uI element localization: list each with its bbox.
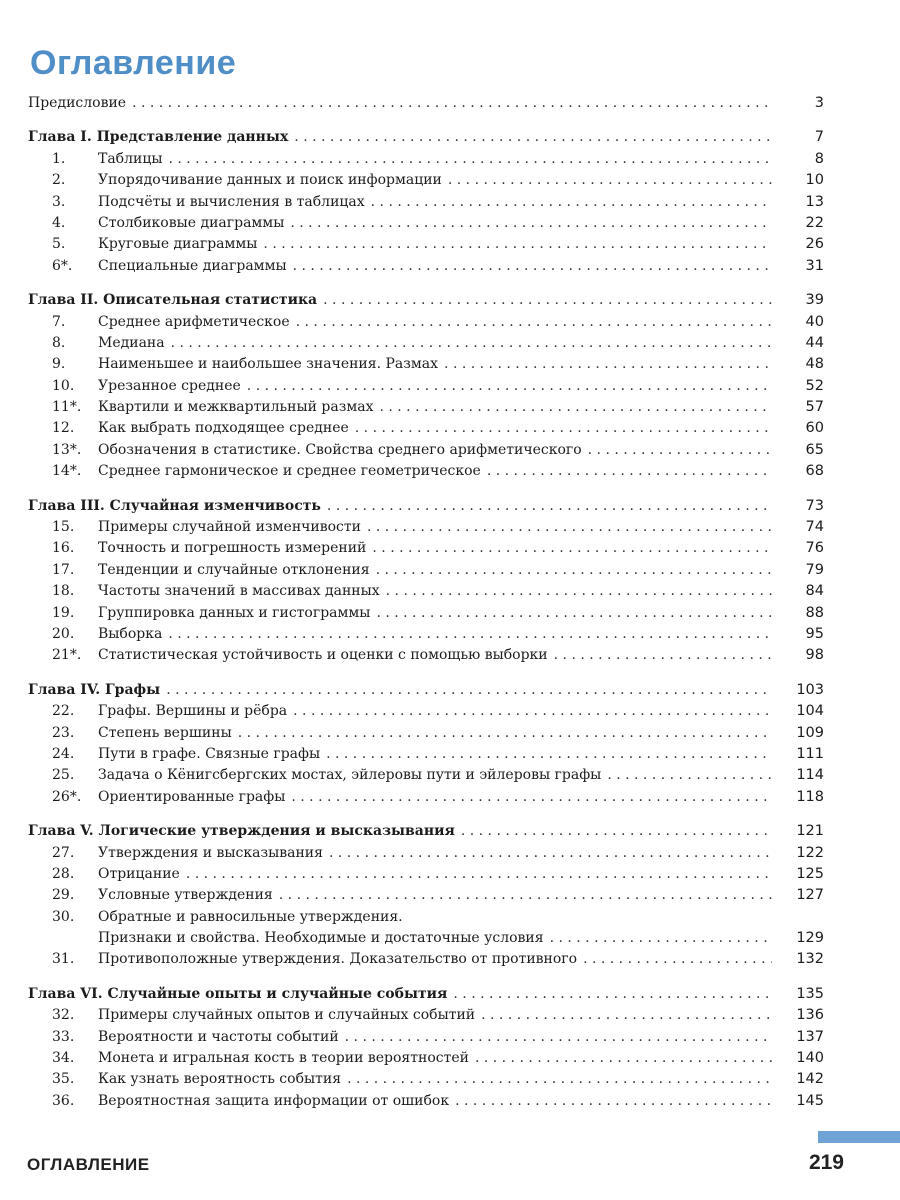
page-number: 137 (796, 1028, 824, 1045)
section-number: 31. (52, 951, 75, 968)
toc-section[interactable] (28, 354, 824, 375)
section-title: Наименьшее и наибольшее значения. Размах (98, 356, 439, 373)
section-number: 24. (52, 745, 75, 762)
section-number: 17. (52, 561, 75, 578)
section-title: Выборка (98, 625, 163, 642)
page-number: 48 (805, 356, 824, 373)
section-title: Обратные и равносильные утверждения. (98, 908, 403, 925)
section-title: Пути в графе. Связные графы (98, 745, 321, 762)
chapter-title: Глава VI. Случайные опыты и случайные события (28, 985, 448, 1002)
toc-section[interactable] (28, 538, 824, 559)
toc-section[interactable] (28, 1005, 824, 1026)
section-number: 25. (52, 767, 75, 784)
page-number: 65 (805, 441, 824, 458)
section-number: 10. (52, 377, 75, 394)
toc-chapter[interactable] (28, 984, 824, 1005)
page-number: 60 (805, 420, 824, 437)
leader-dots (293, 701, 772, 722)
page-number: 135 (796, 985, 824, 1002)
toc-section[interactable] (28, 885, 824, 906)
page-number: 122 (796, 844, 824, 861)
section-title: Урезанное среднее (98, 377, 241, 394)
leader-dots (554, 645, 772, 666)
leader-dots (329, 843, 772, 864)
page-number: 132 (796, 951, 824, 968)
leader-dots (379, 397, 772, 418)
toc-section[interactable] (28, 843, 824, 864)
toc-section[interactable] (28, 723, 824, 744)
section-number: 18. (52, 583, 75, 600)
toc-chapter[interactable] (28, 127, 824, 148)
page-number: 84 (805, 583, 824, 600)
section-title: Признаки и свойства. Необходимые и достаточные условия (98, 930, 544, 947)
section-number: 21*. (52, 647, 82, 664)
section-title: Тенденции и случайные отклонения (98, 561, 370, 578)
toc-preface[interactable] (28, 93, 824, 114)
section-title: Столбиковые диаграммы (98, 214, 285, 231)
toc-section[interactable] (28, 603, 824, 624)
leader-dots (588, 440, 772, 461)
leader-dots (444, 354, 772, 375)
section-number: 4. (52, 214, 66, 231)
toc-section[interactable] (28, 624, 824, 645)
page-number: 111 (796, 745, 824, 762)
page-number: 109 (796, 724, 824, 741)
page-number: 68 (805, 463, 824, 480)
leader-dots (294, 127, 772, 148)
section-title: Среднее гармоническое и среднее геометрическое (98, 463, 481, 480)
page-number: 127 (796, 887, 824, 904)
page-number: 136 (796, 1007, 824, 1024)
leader-dots (475, 1048, 772, 1069)
page-number: 76 (805, 540, 824, 557)
leader-dots (386, 581, 772, 602)
leader-dots (455, 1091, 772, 1112)
chapter-title: Глава V. Логические утверждения и высказывания (28, 823, 455, 840)
page-number: 142 (796, 1071, 824, 1088)
section-number: 26*. (52, 788, 82, 805)
toc-section[interactable] (28, 333, 824, 354)
toc-section[interactable] (28, 149, 824, 170)
leader-dots (290, 213, 772, 234)
page-number: 129 (796, 930, 824, 947)
page-number: 121 (796, 823, 824, 840)
section-number: 34. (52, 1050, 75, 1067)
section-title: Обозначения в статистике. Свойства среднего арифметического (98, 441, 582, 458)
toc-section[interactable] (28, 192, 824, 213)
section-title: Степень вершины (98, 724, 232, 741)
leader-dots (132, 93, 772, 114)
section-title: Графы. Вершины и рёбра (98, 703, 288, 720)
section-title: Группировка данных и гистограммы (98, 604, 371, 621)
section-number: 13*. (52, 441, 82, 458)
toc-section[interactable] (28, 1048, 824, 1069)
page-number: 13 (805, 193, 824, 210)
section-number: 23. (52, 724, 75, 741)
section-number: 32. (52, 1007, 75, 1024)
chapter-spacer (28, 114, 824, 127)
section-number: 2. (52, 172, 66, 189)
leader-dots (461, 821, 772, 842)
page-number: 125 (796, 865, 824, 882)
toc-section[interactable] (28, 170, 824, 191)
leader-dots (263, 234, 772, 255)
section-number: 35. (52, 1071, 75, 1088)
chapter-title: Глава II. Описательная статистика (28, 292, 318, 309)
section-title: Как узнать вероятность события (98, 1071, 342, 1088)
toc-section[interactable] (28, 376, 824, 397)
toc-section[interactable] (28, 256, 824, 277)
leader-dots (481, 1005, 772, 1026)
page-number: 39 (805, 292, 824, 309)
section-title: Примеры случайных опытов и случайных событий (98, 1007, 476, 1024)
footer-page-number: 219 (808, 1151, 844, 1174)
chapter-list (28, 114, 824, 1112)
toc-section[interactable] (28, 461, 824, 482)
section-title: Медиана (98, 334, 165, 351)
section-number: 15. (52, 519, 75, 536)
leader-dots (279, 885, 772, 906)
section-title: Примеры случайной изменчивости (98, 519, 361, 536)
leader-dots (238, 723, 772, 744)
section-number: 36. (52, 1092, 75, 1109)
leader-dots (345, 1027, 772, 1048)
chapter-spacer (28, 971, 824, 984)
page-number: 74 (805, 519, 824, 536)
toc-chapter[interactable] (28, 680, 824, 701)
section-number: 30. (52, 908, 75, 925)
page-number: 7 (814, 129, 824, 146)
page-number: 26 (805, 236, 824, 253)
toc-section-continuation[interactable] (28, 928, 824, 949)
page-number: 73 (805, 497, 824, 514)
page-number: 79 (805, 561, 824, 578)
leader-dots (376, 560, 772, 581)
page-number: 44 (805, 334, 824, 351)
leader-dots (453, 984, 772, 1005)
page-number: 98 (805, 647, 824, 664)
leader-dots (448, 170, 772, 191)
page-number: 103 (796, 681, 824, 698)
section-number: 29. (52, 887, 75, 904)
toc-preface-label: Предисловие (28, 95, 127, 111)
chapter-spacer (28, 483, 824, 496)
toc-section[interactable] (28, 864, 824, 885)
section-number: 7. (52, 313, 66, 330)
leader-dots (186, 864, 772, 885)
section-title: Специальные диаграммы (98, 257, 287, 274)
toc-section[interactable] (28, 1027, 824, 1048)
toc-section[interactable] (28, 397, 824, 418)
section-title: Подсчёты и вычисления в таблицах (98, 193, 365, 210)
leader-dots (293, 256, 772, 277)
toc-section[interactable] (28, 765, 824, 786)
toc-chapter[interactable] (28, 290, 824, 311)
leader-dots (550, 928, 772, 949)
toc-section[interactable] (28, 234, 824, 255)
page-number: 57 (805, 399, 824, 416)
section-number: 19. (52, 604, 75, 621)
page-number: 22 (805, 214, 824, 231)
chapter-spacer (28, 277, 824, 290)
section-title: Среднее арифметическое (98, 313, 290, 330)
section-number: 27. (52, 844, 75, 861)
leader-dots (372, 538, 772, 559)
page-number: 8 (814, 150, 824, 167)
section-number: 33. (52, 1028, 75, 1045)
leader-dots (291, 787, 772, 808)
chapter-title: Глава III. Случайная изменчивость (28, 497, 321, 514)
page-number: 104 (796, 703, 824, 720)
toc-section[interactable] (28, 744, 824, 765)
page-number: 52 (805, 377, 824, 394)
leader-dots (607, 765, 772, 786)
leader-dots (367, 517, 772, 538)
section-number: 9. (52, 356, 66, 373)
leader-dots (323, 290, 772, 311)
page-number: 88 (805, 604, 824, 621)
section-number: 11*. (52, 399, 82, 416)
chapter-spacer (28, 808, 824, 821)
page-number: 31 (805, 257, 824, 274)
section-number: 12. (52, 420, 75, 437)
section-title: Монета и игральная кость в теории вероятностей (98, 1050, 469, 1067)
chapter-title: Глава I. Представление данных (28, 129, 289, 146)
toc-section[interactable] (28, 701, 824, 722)
table-of-contents (28, 93, 824, 1112)
leader-dots (347, 1069, 772, 1090)
section-title: Вероятностная защита информации от ошибок (98, 1092, 450, 1109)
leader-dots (326, 744, 772, 765)
section-number: 14*. (52, 463, 82, 480)
section-number: 8. (52, 334, 66, 351)
section-number: 6*. (52, 257, 73, 274)
leader-dots (296, 312, 772, 333)
section-title: Отрицание (98, 865, 180, 882)
section-title: Круговые диаграммы (98, 236, 258, 253)
page-number: 145 (796, 1092, 824, 1109)
page-title: Оглавление (30, 44, 237, 82)
leader-dots (168, 624, 772, 645)
section-title: Частоты значений в массивах данных (98, 583, 380, 600)
leader-dots (166, 680, 772, 701)
toc-section[interactable] (28, 560, 824, 581)
page-number: 95 (805, 625, 824, 642)
leader-dots (583, 949, 772, 970)
toc-preface-page: 3 (814, 95, 824, 111)
section-number: 16. (52, 540, 75, 557)
page-number: 118 (796, 788, 824, 805)
section-number: 3. (52, 193, 66, 210)
chapter-title: Глава IV. Графы (28, 681, 161, 698)
section-title: Квартили и межквартильный размах (98, 399, 374, 416)
page-tab-bar (818, 1131, 900, 1143)
section-title: Ориентированные графы (98, 788, 286, 805)
section-number: 20. (52, 625, 75, 642)
section-title: Вероятности и частоты событий (98, 1028, 339, 1045)
chapter-spacer (28, 667, 824, 680)
toc-section[interactable] (28, 517, 824, 538)
toc-section[interactable] (28, 645, 824, 666)
page-number: 10 (805, 172, 824, 189)
section-number: 1. (52, 150, 66, 167)
leader-dots (247, 376, 772, 397)
footer-section-label: ОГЛАВЛЕНИЕ (27, 1155, 150, 1174)
section-title: Упорядочивание данных и поиск информации (98, 172, 442, 189)
section-title: Таблицы (98, 150, 163, 167)
section-number: 22. (52, 703, 75, 720)
section-title: Статистическая устойчивость и оценки с помощью выборки (98, 647, 548, 664)
toc-section[interactable] (28, 907, 824, 928)
toc-section[interactable] (28, 213, 824, 234)
toc-chapter[interactable] (28, 496, 824, 517)
section-number: 28. (52, 865, 75, 882)
toc-section[interactable] (28, 418, 824, 439)
section-title: Утверждения и высказывания (98, 844, 323, 861)
toc-section[interactable] (28, 312, 824, 333)
section-title: Условные утверждения (98, 887, 273, 904)
leader-dots (376, 603, 772, 624)
leader-dots (168, 149, 772, 170)
toc-section[interactable] (28, 581, 824, 602)
toc-section[interactable] (28, 1069, 824, 1090)
leader-dots (355, 418, 772, 439)
toc-chapter[interactable] (28, 821, 824, 842)
toc-section[interactable] (28, 949, 824, 970)
section-title: Точность и погрешность измерений (98, 540, 367, 557)
leader-dots (487, 461, 772, 482)
leader-dots (171, 333, 772, 354)
page-number: 114 (796, 767, 824, 784)
toc-section[interactable] (28, 787, 824, 808)
page-number: 140 (796, 1050, 824, 1067)
toc-section[interactable] (28, 440, 824, 461)
section-title: Задача о Кёнигсбергских мостах, эйлеровы пути и эйлеровы графы (98, 767, 602, 784)
section-number: 5. (52, 236, 66, 253)
toc-section[interactable] (28, 1091, 824, 1112)
leader-dots (371, 192, 772, 213)
section-title: Противоположные утверждения. Доказательство от противного (98, 951, 578, 968)
page-number: 40 (805, 313, 824, 330)
section-title: Как выбрать подходящее среднее (98, 420, 349, 437)
leader-dots (327, 496, 772, 517)
